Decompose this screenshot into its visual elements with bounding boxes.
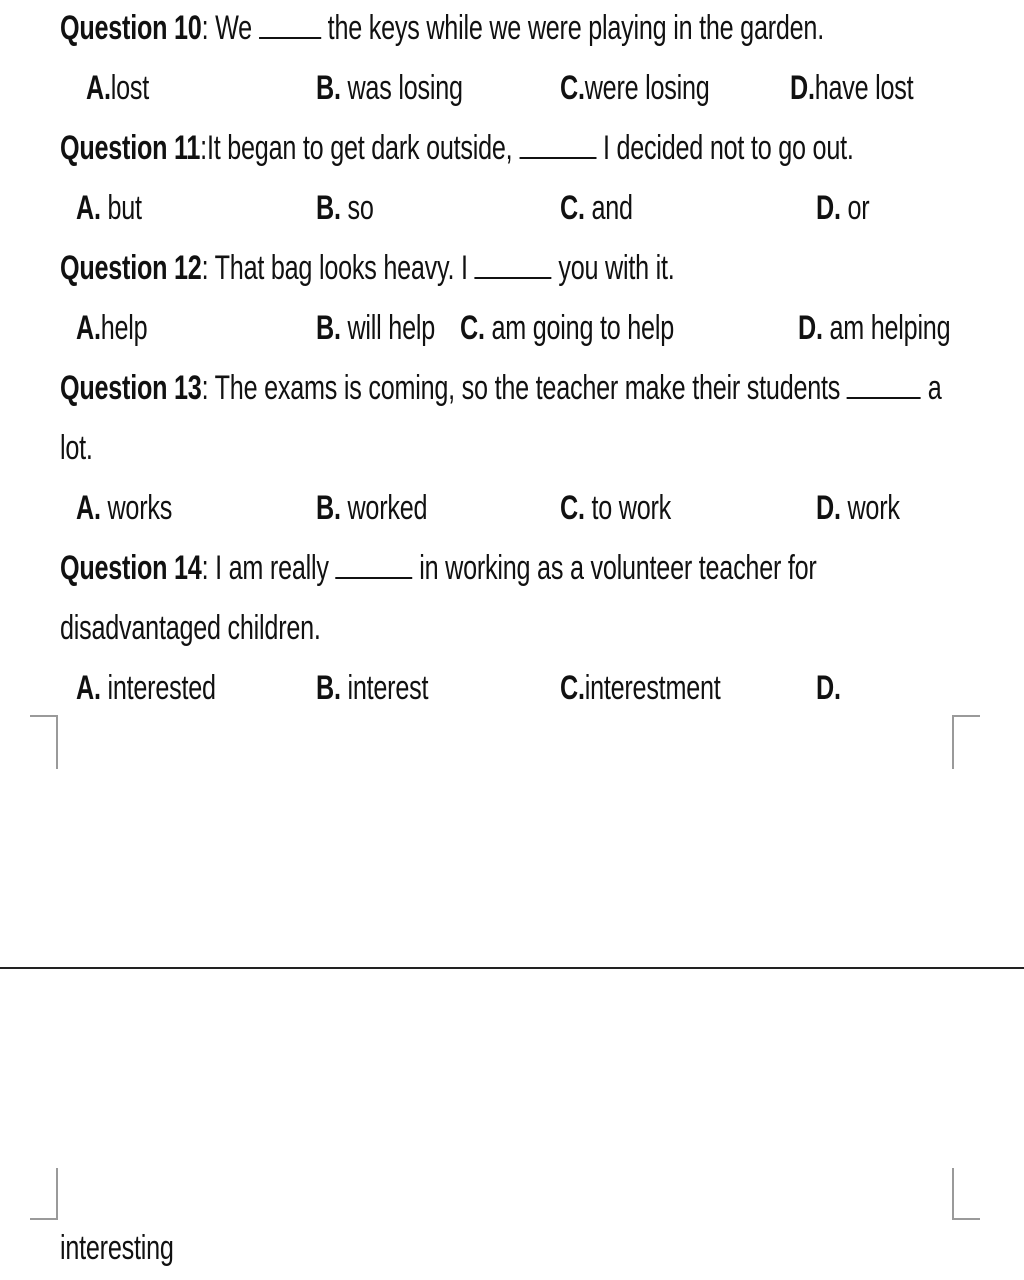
margin-corner-mark <box>952 715 954 769</box>
answer-blank <box>475 251 552 279</box>
answer-blank <box>847 371 921 399</box>
option-a: A.lost <box>86 69 149 107</box>
option-d: D. work <box>816 489 900 527</box>
option-c: C. am going to help <box>460 309 674 347</box>
question-13-stem: Question 13: The exams is coming, so the teacher make their students a <box>60 369 942 407</box>
margin-corner-mark <box>30 1218 58 1220</box>
question-14-continuation: disadvantaged children. <box>60 609 321 647</box>
question-11-stem: Question 11:It began to get dark outside, I decided not to go out. <box>60 129 854 167</box>
option-a: A. but <box>76 189 142 227</box>
question-number: Question 10 <box>60 9 202 47</box>
question-number: Question 13 <box>60 369 202 407</box>
margin-corner-mark <box>56 1168 58 1220</box>
answer-blank <box>335 551 412 579</box>
margin-corner-mark <box>952 715 980 717</box>
option-b: B. worked <box>316 489 428 527</box>
option-d: D. am helping <box>798 309 951 347</box>
option-c: C.interestment <box>560 669 721 707</box>
option-c: C.were losing <box>560 69 710 107</box>
answer-blank <box>259 11 321 39</box>
option-a: A. interested <box>76 669 216 707</box>
option-d: D.have lost <box>790 69 914 107</box>
question-12-stem: Question 12: That bag looks heavy. I you with it. <box>60 249 675 287</box>
page-break-line <box>0 967 1024 969</box>
option-a: A. works <box>76 489 173 527</box>
question-10-stem: Question 10: We the keys while we were playing in the garden. <box>60 9 824 47</box>
page-2-text: interesting <box>60 1229 174 1267</box>
question-13-continuation: lot. <box>60 429 93 467</box>
option-d: D. or <box>816 189 870 227</box>
option-b: B. was losing <box>316 69 463 107</box>
option-b: B. interest <box>316 669 429 707</box>
option-c: C. and <box>560 189 633 227</box>
margin-corner-mark <box>56 715 58 769</box>
question-number: Question 12 <box>60 249 202 287</box>
margin-corner-mark <box>952 1168 954 1220</box>
option-d: D. <box>816 669 841 707</box>
option-a: A.help <box>76 309 148 347</box>
option-c: C. to work <box>560 489 672 527</box>
question-number: Question 11 <box>60 129 201 167</box>
question-number: Question 14 <box>60 549 202 587</box>
option-b: B. so <box>316 189 374 227</box>
answer-blank <box>519 131 596 159</box>
margin-corner-mark <box>952 1218 980 1220</box>
question-14-stem: Question 14: I am really in working as a volunteer teacher for <box>60 549 817 587</box>
option-b: B. will help <box>316 309 435 347</box>
margin-corner-mark <box>30 715 58 717</box>
